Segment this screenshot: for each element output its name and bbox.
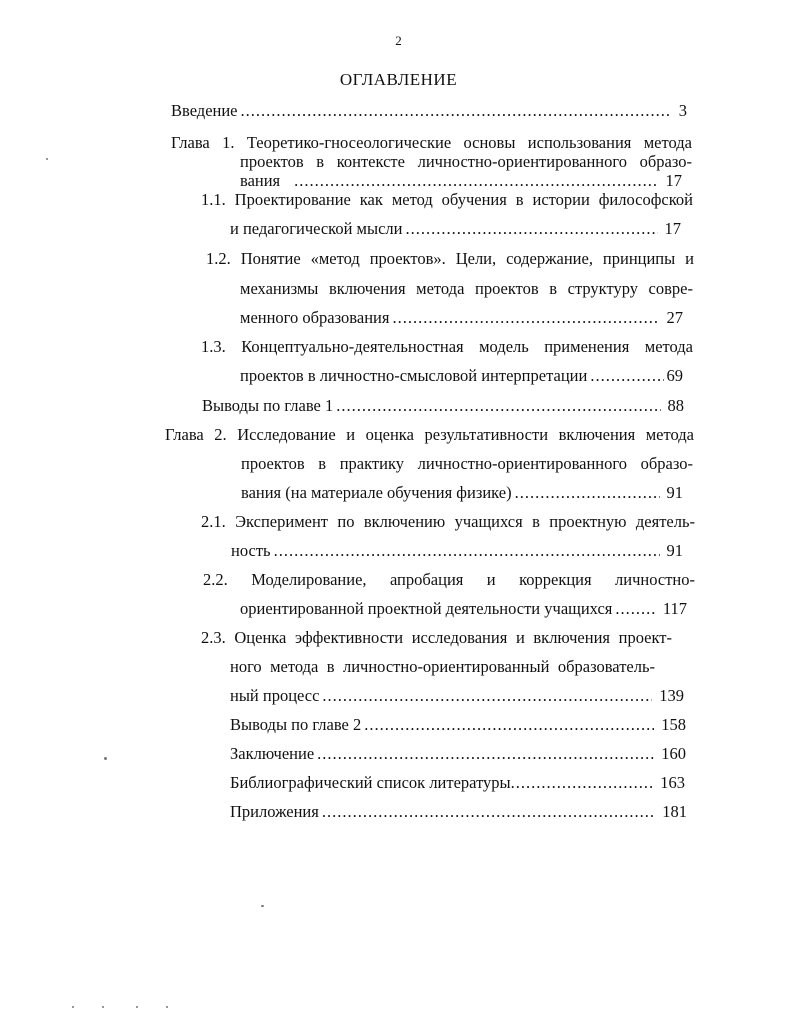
toc-page: 69	[666, 366, 683, 385]
leader-dots	[322, 802, 655, 822]
toc-chapter2-line1[interactable]: Глава 2. Исследование и оценка результативности включения метода	[165, 425, 694, 444]
toc-entry-conclusion[interactable]	[230, 744, 686, 764]
toc-section-1-3-line2[interactable]	[240, 366, 683, 386]
toc-entry-intro[interactable]	[171, 101, 687, 121]
toc-page: 117	[662, 599, 687, 618]
leader-dots	[615, 599, 655, 619]
toc-entry-appendix[interactable]	[230, 802, 687, 822]
leader-dots	[274, 541, 660, 561]
toc-label: и педагогической мысли	[230, 219, 403, 238]
toc-page: 158	[661, 715, 686, 734]
toc-section-1-1-line1[interactable]: 1.1. Проектирование как метод обучения в истории философской	[201, 190, 693, 209]
toc-entry-conclusions-ch2[interactable]	[230, 715, 686, 735]
toc-page: 17	[664, 219, 681, 238]
leader-dots	[364, 715, 654, 735]
toc-label: ность	[231, 541, 271, 560]
scan-speck	[46, 158, 48, 160]
scan-speck	[136, 1006, 138, 1008]
toc-section-1-2-line2[interactable]: механизмы включения метода проектов в структуру совре-	[240, 279, 693, 298]
toc-page: 3	[678, 101, 687, 120]
toc-section-2-3-line2[interactable]: ного метода в личностно-ориентированный образователь-	[230, 657, 655, 676]
toc-section-2-1-line2[interactable]	[231, 541, 683, 561]
leader-dots	[392, 308, 659, 328]
toc-page: 139	[659, 686, 684, 705]
toc-label: вания	[240, 171, 281, 190]
scan-speck	[104, 757, 107, 760]
toc-section-1-1-line2[interactable]	[230, 219, 681, 239]
leader-dots	[317, 744, 654, 764]
toc-label: Выводы по главе 2	[230, 715, 362, 734]
leader-dots	[511, 773, 654, 793]
toc-section-2-1-line1[interactable]: 2.1. Эксперимент по включению учащихся в проектную деятель-	[201, 512, 695, 531]
toc-page: 17	[665, 171, 682, 190]
toc-page: 91	[666, 541, 683, 560]
leader-dots	[322, 686, 652, 706]
toc-page: 181	[662, 802, 687, 821]
leader-dots	[515, 483, 660, 503]
toc-page: 91	[666, 483, 683, 502]
toc-chapter2-line2[interactable]: проектов в практику личностно-ориентированного образо-	[241, 454, 693, 473]
scan-speck	[166, 1006, 168, 1008]
toc-label: Заключение	[230, 744, 315, 763]
toc-section-1-2-line3[interactable]	[240, 308, 683, 328]
toc-chapter1-line3[interactable]	[240, 171, 682, 191]
leader-dots	[241, 101, 672, 121]
toc-section-2-2-line2[interactable]	[240, 599, 687, 619]
leader-dots	[294, 171, 658, 191]
toc-section-2-3-line1[interactable]: 2.3. Оценка эффективности исследования и включения проект-	[201, 628, 672, 647]
toc-label: Приложения	[230, 802, 319, 821]
toc-section-1-3-line1[interactable]: 1.3. Концептуально-деятельностная модель применения метода	[201, 337, 693, 356]
toc-page: 27	[666, 308, 683, 327]
toc-label: Выводы по главе 1	[202, 396, 334, 415]
toc-page: 160	[661, 744, 686, 763]
scan-speck	[261, 905, 264, 907]
toc-label: ориентированной проектной деятельности учащихся	[240, 599, 613, 618]
toc-section-1-2-line1[interactable]: 1.2. Понятие «метод проектов». Цели, содержание, принципы и	[206, 249, 694, 268]
toc-chapter1-line1[interactable]: Глава 1. Теоретико-гносеологические основы использования метода	[171, 133, 692, 152]
toc-section-2-2-line1[interactable]: 2.2. Моделирование, апробация и коррекция личностно-	[203, 570, 695, 589]
page-number: 2	[395, 33, 402, 48]
toc-entry-conclusions-ch1[interactable]	[202, 396, 684, 416]
scan-speck	[72, 1006, 74, 1008]
toc-chapter2-line3[interactable]	[241, 483, 683, 503]
toc-label: Введение	[171, 101, 238, 120]
toc-entry-bibliography[interactable]	[230, 773, 685, 793]
toc-chapter1-line2[interactable]: проектов в контексте личностно-ориентированного образо-	[240, 152, 692, 171]
page-title: ОГЛАВЛЕНИЕ	[339, 70, 458, 89]
toc-label: Библиографический список литературы	[230, 773, 511, 792]
leader-dots	[590, 366, 663, 386]
toc-page: 88	[667, 396, 684, 415]
toc-label: ный процесс	[230, 686, 320, 705]
leader-dots	[405, 219, 657, 239]
toc-page: 163	[660, 773, 685, 792]
toc-section-2-3-line3[interactable]	[230, 686, 684, 706]
toc-label: менного образования	[240, 308, 390, 327]
toc-label: проектов в личностно-смысловой интерпретации	[240, 366, 588, 385]
leader-dots	[336, 396, 660, 416]
toc-label: вания (на материале обучения физике)	[241, 483, 512, 502]
scan-speck	[102, 1006, 104, 1008]
